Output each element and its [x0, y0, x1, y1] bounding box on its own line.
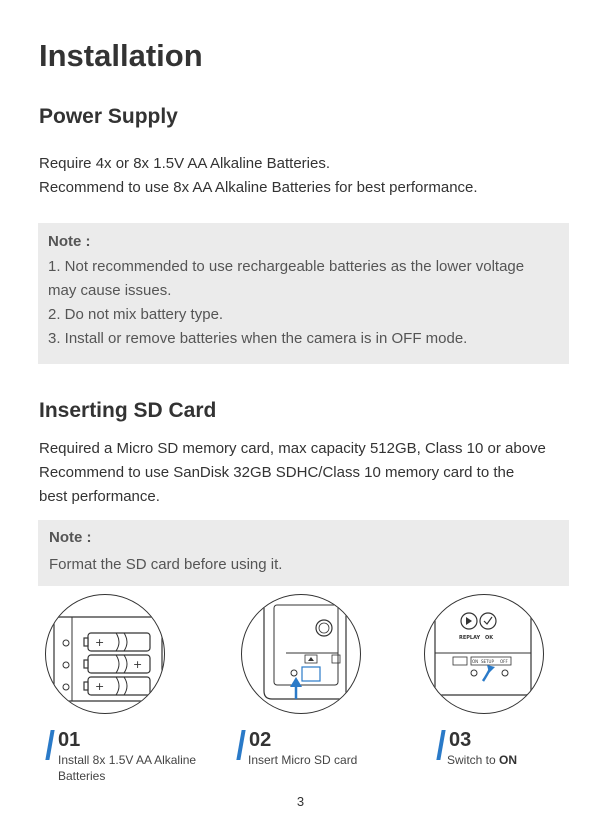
page-title: Installation	[39, 38, 203, 73]
note-item: 1. Not recommended to use rechargeable batteries as the lower voltage	[48, 258, 525, 275]
note-item: Format the SD card before using it.	[49, 556, 283, 573]
step-caption	[447, 752, 517, 768]
step-number: 03	[449, 729, 472, 751]
note-label: Note :	[49, 529, 92, 546]
sd-card-line: Required a Micro SD memory card, max capacity 512GB, Class 10 or above	[39, 440, 546, 457]
step-accent-bar	[45, 730, 54, 760]
power-supply-line: Require 4x or 8x 1.5V AA Alkaline Batteries.	[39, 155, 330, 172]
note-item: 2. Do not mix battery type.	[48, 306, 224, 323]
battery-compartment-drawing	[46, 595, 164, 713]
power-supply-text	[39, 152, 478, 200]
step-number: 02	[249, 729, 272, 751]
sd-card-line: best performance.	[39, 488, 160, 505]
off-label: OFF	[500, 659, 508, 664]
step-caption-line: Batteries	[58, 769, 106, 783]
replay-label: REPLAY	[459, 635, 481, 641]
note-label: Note :	[48, 233, 91, 250]
step-caption-line: Install 8x 1.5V AA Alkaline	[58, 753, 197, 767]
power-switch-illustration	[424, 594, 544, 714]
page-number: 3	[296, 794, 305, 809]
step-accent-bar	[236, 730, 245, 760]
power-supply-line: Recommend to use 8x AA Alkaline Batteries for best performance.	[39, 179, 478, 196]
sd-note-box	[38, 520, 569, 586]
sd-slot-drawing	[242, 595, 360, 713]
svg-text:+: +	[95, 636, 105, 649]
power-supply-heading: Power Supply	[39, 105, 178, 128]
power-note-box	[38, 223, 569, 364]
svg-text:+: +	[95, 680, 105, 693]
svg-text:+: +	[133, 658, 143, 671]
sd-card-heading: Inserting SD Card	[39, 399, 217, 422]
step-caption-prefix: Switch to	[447, 753, 500, 767]
sd-card-illustration	[241, 594, 361, 714]
note-item-continuation: may cause issues.	[48, 282, 172, 299]
switch-panel-drawing	[425, 595, 543, 713]
battery-illustration	[45, 594, 165, 714]
setup-label: SETUP	[481, 659, 494, 664]
sd-card-text	[39, 437, 546, 509]
note-item: 3. Install or remove batteries when the camera is in OFF mode.	[48, 330, 468, 347]
step-caption: Insert Micro SD card	[248, 753, 358, 767]
step-caption	[58, 752, 196, 784]
step-number: 01	[58, 729, 81, 751]
on-label: ON	[472, 659, 479, 664]
step-caption-bold: ON	[499, 753, 518, 767]
sd-card-line: Recommend to use SanDisk 32GB SDHC/Class 10 memory card to the	[39, 464, 515, 481]
ok-label: OK	[485, 635, 494, 641]
step-accent-bar	[436, 730, 445, 760]
